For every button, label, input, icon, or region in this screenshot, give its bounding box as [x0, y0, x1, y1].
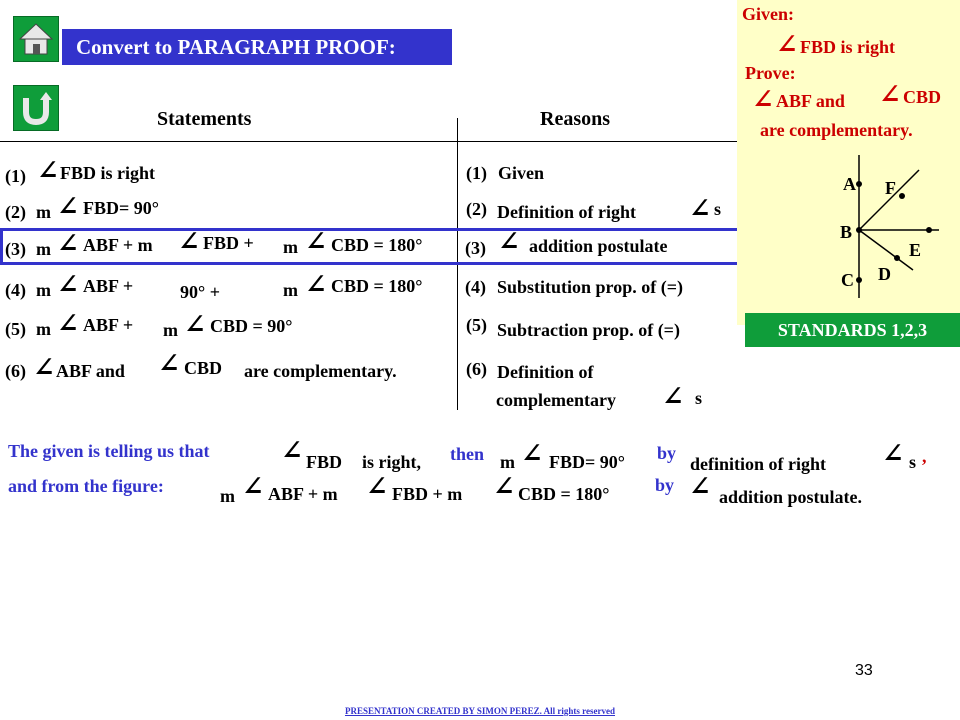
angle-symbol: ∠ — [305, 227, 327, 256]
row5-reason-number: (5) — [466, 315, 487, 335]
row3-m: m — [36, 239, 51, 259]
row3-statement-part1: ABF + m — [83, 235, 153, 255]
paragraph-cbd: CBD = 180° — [518, 484, 610, 504]
paragraph-def-right: definition of right — [690, 454, 827, 474]
point-c-label: C — [841, 270, 854, 290]
angle-symbol: ∠ — [57, 270, 79, 299]
return-button[interactable] — [13, 85, 59, 131]
row5-reason: Subtraction prop. of (=) — [497, 320, 680, 340]
angle-symbol: ∠ — [281, 436, 303, 465]
row3-number: (3) — [5, 239, 26, 259]
row1-reason-number: (1) — [466, 163, 487, 183]
row2-reason-number: (2) — [466, 199, 487, 219]
row3-statement-part2: FBD + — [203, 233, 254, 253]
row4-reason-number: (4) — [465, 277, 486, 297]
row4-statement-mid: 90° + — [180, 282, 220, 302]
paragraph-m2: m — [220, 486, 235, 506]
paragraph-m: m — [500, 452, 515, 472]
point-f-label: F — [885, 178, 896, 198]
prove-label: Prove: — [745, 63, 796, 83]
row6-number: (6) — [5, 361, 26, 381]
row4-m2: m — [283, 280, 298, 300]
given-text: FBD is right — [800, 37, 896, 57]
paragraph-by1: by — [657, 443, 677, 463]
row2-reason: Definition of right — [497, 202, 636, 222]
paragraph-fbd: FBD — [306, 452, 342, 472]
row3-statement-part3: CBD = 180° — [331, 235, 423, 255]
row1-statement: FBD is right — [60, 163, 156, 183]
row4-statement-part3: CBD = 180° — [331, 276, 423, 296]
row5-m: m — [36, 319, 51, 339]
angle-symbol: ∠ — [493, 472, 515, 501]
given-label: Given: — [742, 4, 794, 24]
home-icon — [14, 17, 58, 61]
row1-reason: Given — [498, 163, 545, 183]
paragraph-intro: The given is telling us that — [8, 441, 210, 461]
row4-m: m — [36, 280, 51, 300]
angle-symbol: ∠ — [57, 309, 79, 338]
row3-reason: addition postulate — [529, 236, 668, 256]
prove-text-2: CBD — [903, 87, 942, 107]
standards-badge: STANDARDS 1,2,3 — [745, 313, 960, 347]
header-divider — [0, 141, 737, 142]
row5-statement-part2: CBD = 90° — [210, 316, 293, 336]
angle-symbol: ∠ — [33, 353, 55, 382]
angle-symbol: ∠ — [689, 194, 711, 223]
angle-symbol: ∠ — [752, 85, 774, 114]
row5-number: (5) — [5, 319, 26, 339]
row6-reason-line1: Definition of — [497, 362, 594, 382]
return-icon — [14, 86, 58, 130]
row3-reason-number: (3) — [465, 238, 486, 258]
reasons-header: Reasons — [540, 108, 611, 130]
row6-statement-part1: ABF and — [56, 361, 125, 381]
row6-statement-part3: are complementary. — [244, 361, 397, 381]
page-number: 33 — [855, 662, 873, 679]
paragraph-from-figure: and from the figure: — [8, 476, 164, 496]
row2-reason-s: s — [714, 199, 722, 219]
paragraph-addition: addition postulate. — [719, 487, 863, 507]
angle-symbol: ∠ — [158, 349, 180, 378]
row4-reason: Substitution prop. of (=) — [497, 277, 683, 297]
angle-symbol: ∠ — [689, 472, 711, 501]
angle-symbol: ∠ — [521, 439, 543, 468]
prove-text-3: are complementary. — [760, 120, 913, 140]
paragraph-fbd-90: FBD= 90° — [549, 452, 625, 472]
angle-symbol: ∠ — [178, 227, 200, 256]
row1-number: (1) — [5, 166, 26, 186]
page-title: Convert to PARAGRAPH PROOF: — [62, 29, 452, 65]
point-a-label: A — [843, 174, 856, 194]
angle-symbol: ∠ — [498, 227, 520, 256]
row6-reason-s: s — [695, 388, 703, 408]
row5-statement-part1: ABF + — [83, 315, 134, 335]
paragraph-comma: , — [922, 446, 927, 466]
angle-symbol: ∠ — [879, 80, 901, 109]
prove-text-1: ABF and — [776, 91, 845, 111]
row6-reason-line2: complementary — [496, 390, 616, 410]
paragraph-by2: by — [655, 475, 675, 495]
row2-statement: FBD= 90° — [83, 198, 159, 218]
angle-symbol: ∠ — [305, 270, 327, 299]
paragraph-then: then — [450, 444, 485, 464]
point-d-label: D — [878, 264, 891, 284]
angle-symbol: ∠ — [366, 472, 388, 501]
home-button[interactable] — [13, 16, 59, 62]
point-e-label: E — [909, 240, 922, 260]
row4-number: (4) — [5, 280, 26, 300]
angle-symbol: ∠ — [242, 472, 264, 501]
paragraph-fbd2: FBD + m — [392, 484, 463, 504]
angle-symbol: ∠ — [882, 439, 904, 468]
row2-m: m — [36, 202, 51, 222]
point-b-label: B — [840, 222, 853, 242]
angle-symbol: ∠ — [662, 382, 684, 411]
angle-symbol: ∠ — [184, 310, 206, 339]
row5-m2: m — [163, 320, 178, 340]
row4-statement-part1: ABF + — [83, 276, 134, 296]
angle-symbol: ∠ — [57, 192, 79, 221]
statements-header: Statements — [157, 108, 252, 130]
paragraph-is-right: is right, — [362, 452, 422, 472]
angle-symbol: ∠ — [57, 229, 79, 258]
row6-reason-number: (6) — [466, 359, 487, 379]
paragraph-s: s — [909, 452, 917, 472]
row2-number: (2) — [5, 202, 26, 222]
row6-statement-part2: CBD — [184, 358, 223, 378]
paragraph-abf: ABF + m — [268, 484, 338, 504]
row3-m2: m — [283, 237, 298, 257]
footer-credit-link[interactable]: PRESENTATION CREATED BY SIMON PEREZ. All rights reserved — [344, 706, 616, 716]
angle-symbol: ∠ — [37, 156, 59, 185]
angle-symbol: ∠ — [776, 30, 798, 59]
